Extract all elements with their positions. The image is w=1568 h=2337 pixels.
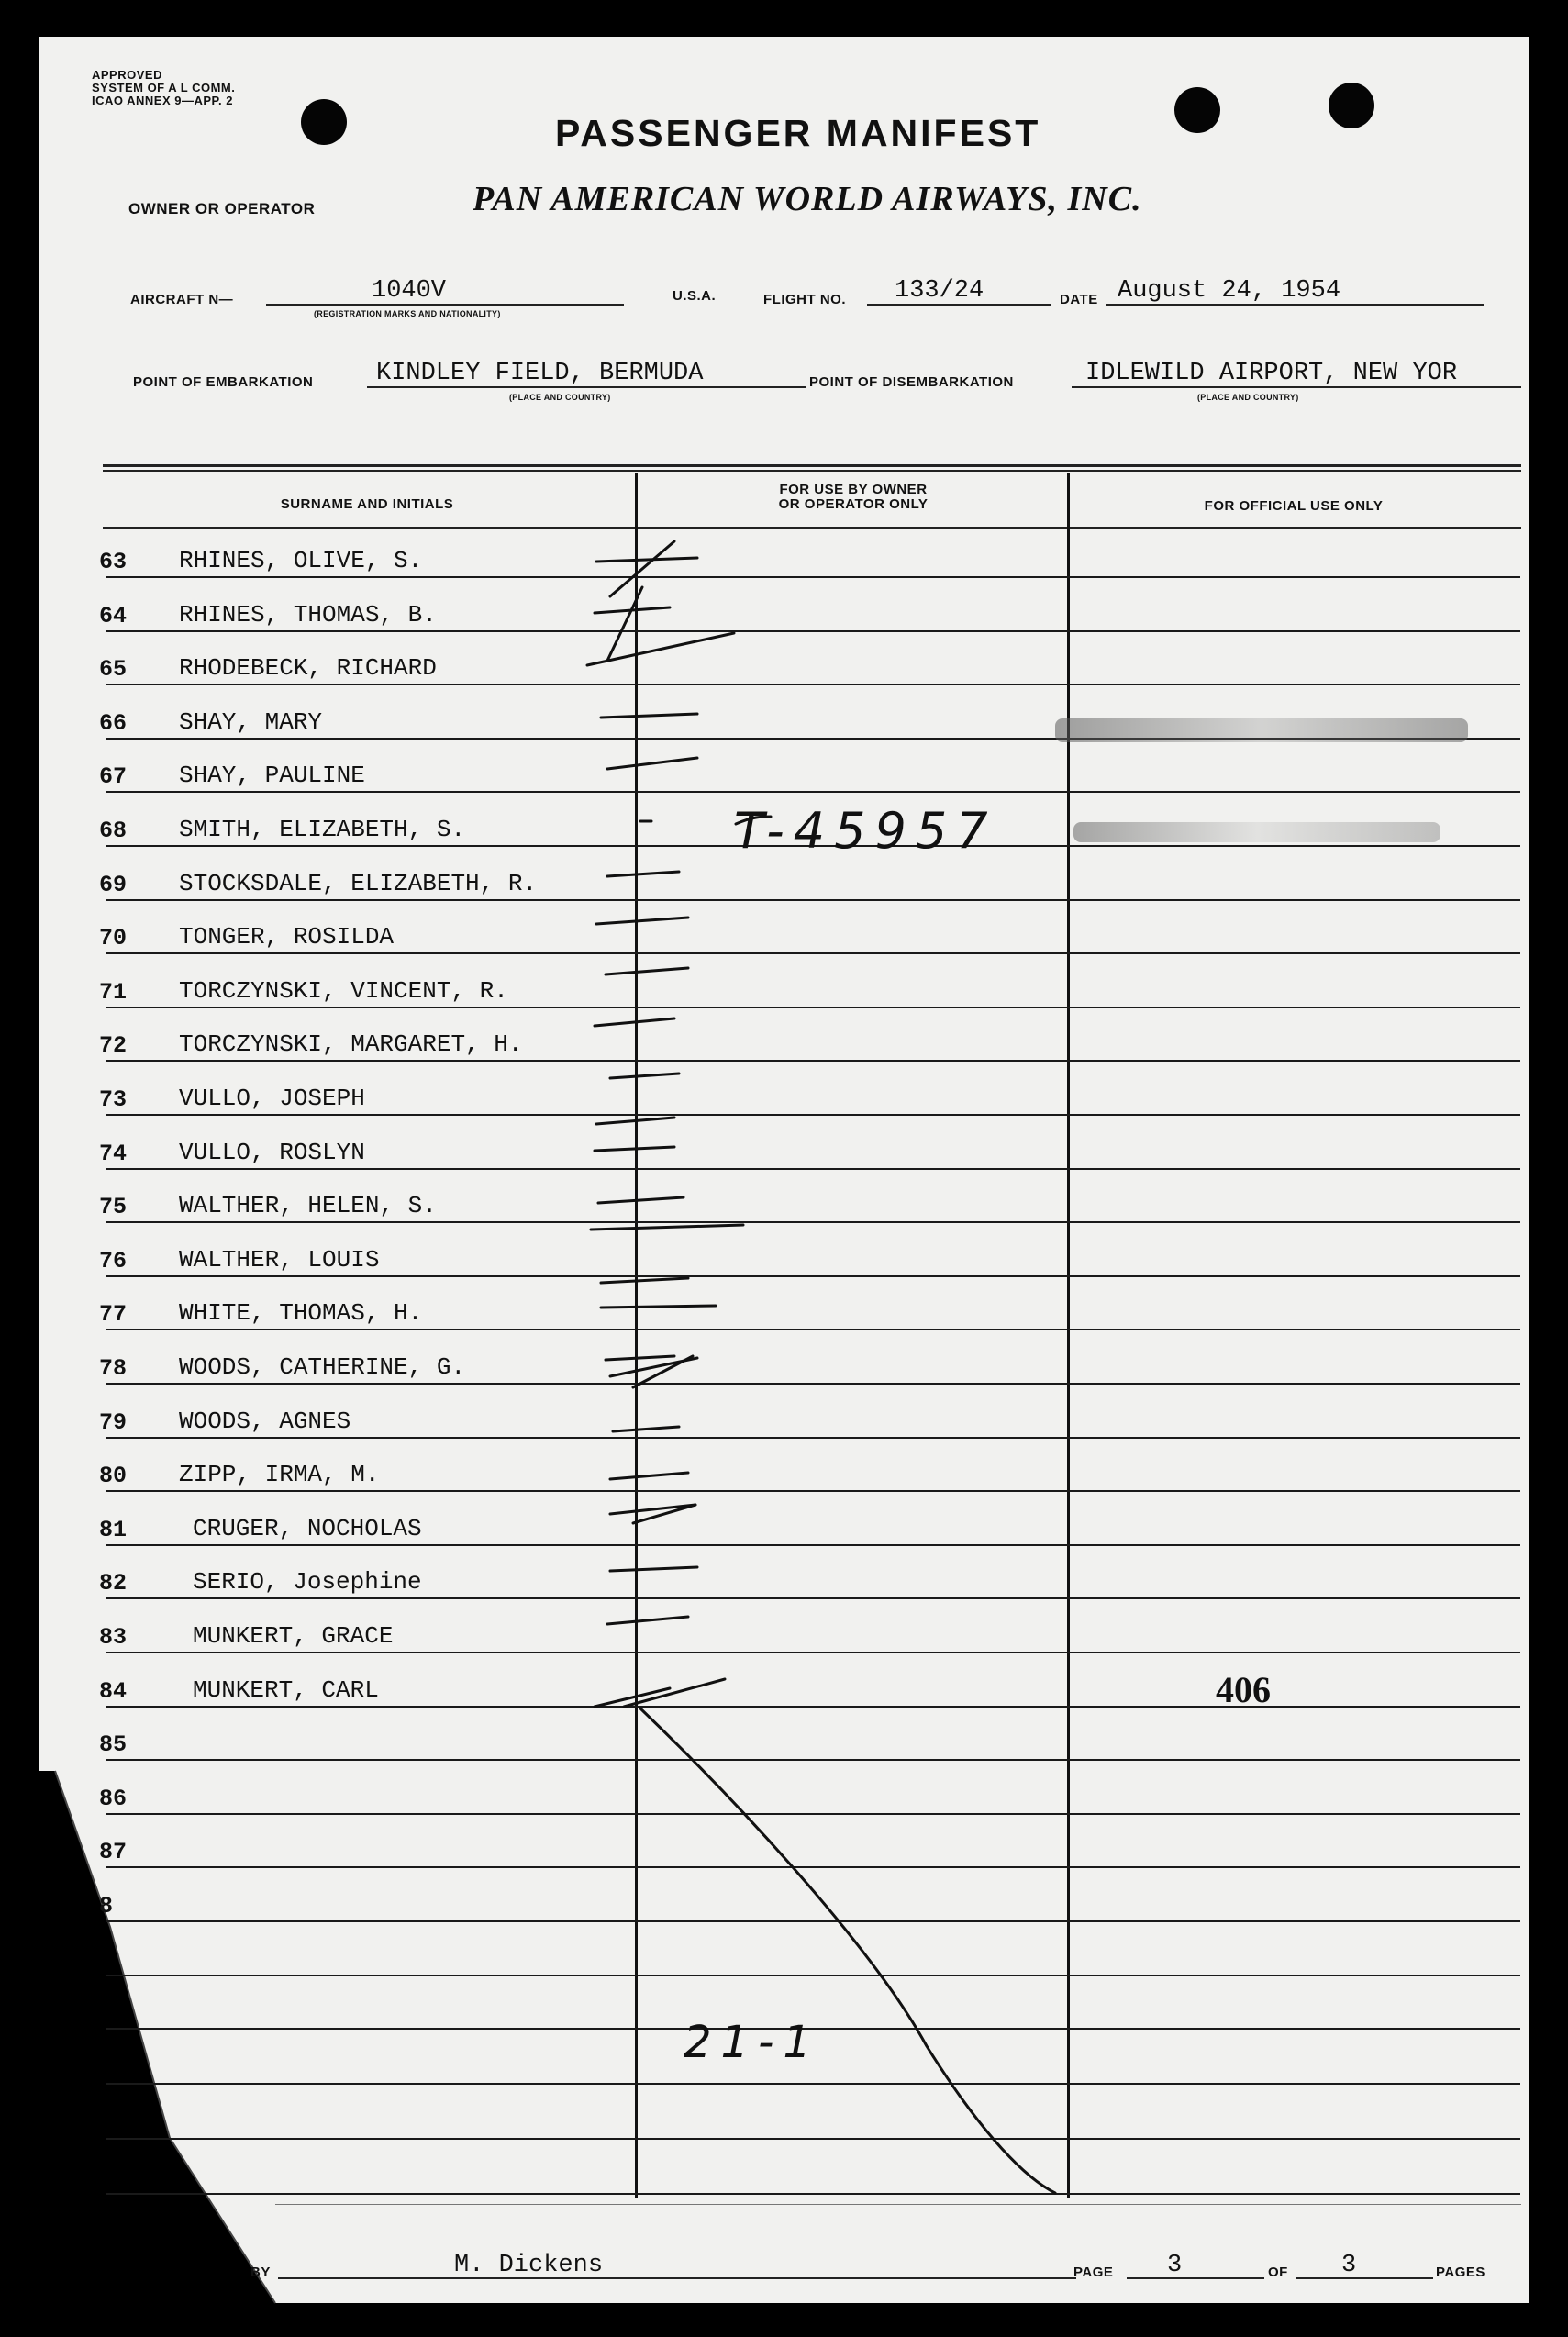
- row-number: 72: [99, 1032, 128, 1059]
- passenger-name: WALTHER, LOUIS: [179, 1246, 380, 1274]
- date-value: August 24, 1954: [1118, 277, 1341, 305]
- row-number: 8: [99, 1893, 114, 1920]
- page-title: PASSENGER MANIFEST: [555, 112, 1041, 154]
- row-number: 80: [99, 1463, 128, 1489]
- column-header-official: FOR OFFICIAL USE ONLY: [1204, 498, 1384, 514]
- passenger-name: TONGER, ROSILDA: [179, 923, 395, 951]
- page-value: 3: [1167, 2252, 1183, 2279]
- date-label: DATE: [1060, 292, 1098, 307]
- airline-name: PAN AMERICAN WORLD AIRWAYS, INC.: [473, 180, 1142, 218]
- passenger-name: RHINES, OLIVE, S.: [179, 547, 423, 574]
- passenger-name: RHINES, THOMAS, B.: [179, 601, 437, 629]
- passenger-name: WOODS, CATHERINE, G.: [179, 1353, 466, 1381]
- row-number: 65: [99, 656, 128, 683]
- row-number: 70: [99, 925, 128, 951]
- passenger-name: TORCZYNSKI, VINCENT, R.: [179, 977, 508, 1005]
- passenger-name: MUNKERT, CARL: [193, 1676, 379, 1704]
- passenger-name: ZIPP, IRMA, M.: [179, 1461, 380, 1488]
- aircraft-sub-label: (REGISTRATION MARKS AND NATIONALITY): [314, 309, 501, 318]
- passenger-name: SHAY, MARY: [179, 708, 323, 736]
- of-label: OF: [1268, 2265, 1288, 2280]
- embarkation-value: KINDLEY FIELD, BERMUDA: [376, 360, 704, 387]
- of-value: 3: [1341, 2252, 1357, 2279]
- row-number: 81: [99, 1517, 128, 1543]
- handwritten-total: 21-1: [684, 2017, 820, 2068]
- aircraft-value: 1040V: [372, 277, 447, 305]
- column-header-surname: SURNAME AND INITIALS: [280, 496, 454, 512]
- smudge: [1073, 822, 1440, 842]
- disembarkation-sub-label: (PLACE AND COUNTRY): [1197, 393, 1299, 402]
- passenger-name: TORCZYNSKI, MARGARET, H.: [179, 1030, 523, 1058]
- row-number: 71: [99, 979, 128, 1006]
- page-label: PAGE: [1073, 2265, 1114, 2280]
- passenger-name: WALTHER, HELEN, S.: [179, 1192, 437, 1219]
- page-underline: [1127, 2277, 1264, 2279]
- passenger-name: SHAY, PAULINE: [179, 762, 365, 789]
- passenger-name: WHITE, THOMAS, H.: [179, 1299, 423, 1327]
- passenger-name: VULLO, ROSLYN: [179, 1139, 365, 1166]
- passenger-name: SMITH, ELIZABETH, S.: [179, 816, 466, 843]
- row-number: 66: [99, 710, 128, 737]
- pages-label: PAGES: [1436, 2265, 1485, 2280]
- embarkation-label: POINT OF EMBARKATION: [133, 374, 314, 390]
- passenger-name: CRUGER, NOCHOLAS: [193, 1515, 422, 1542]
- row-number: 67: [99, 763, 128, 790]
- row-number: 78: [99, 1355, 128, 1382]
- passenger-name: VULLO, JOSEPH: [179, 1085, 365, 1112]
- owner-operator-label: OWNER OR OPERATOR: [128, 200, 316, 217]
- flight-label: FLIGHT NO.: [763, 292, 846, 307]
- row-number: 68: [99, 818, 128, 844]
- row-number: 63: [99, 549, 128, 575]
- by-value: M. Dickens: [454, 2252, 604, 2279]
- passenger-name: MUNKERT, GRACE: [193, 1622, 394, 1650]
- smudge: [1055, 718, 1468, 742]
- row-number: 86: [99, 1786, 128, 1812]
- passenger-name: SERIO, Josephine: [193, 1568, 422, 1596]
- by-label: BY: [250, 2265, 271, 2280]
- row-number: 74: [99, 1141, 128, 1167]
- row-number: 84: [99, 1678, 128, 1705]
- row-number: 73: [99, 1086, 128, 1113]
- row-number: 85: [99, 1731, 128, 1758]
- disembarkation-value: IDLEWILD AIRPORT, NEW YOR: [1085, 360, 1458, 387]
- of-underline: [1296, 2277, 1433, 2279]
- official-number: 406: [1216, 1669, 1271, 1710]
- row-number: 82: [99, 1570, 128, 1597]
- row-number: 75: [99, 1194, 128, 1220]
- row-number: 87: [99, 1839, 128, 1865]
- column-header-owner-use: FOR USE BY OWNER OR OPERATOR ONLY: [778, 482, 929, 512]
- passenger-name: RHODEBECK, RICHARD: [179, 654, 437, 682]
- row-number: 69: [99, 872, 128, 898]
- row-number: 64: [99, 603, 128, 629]
- flight-value: 133/24: [895, 277, 984, 305]
- passenger-name: WOODS, AGNES: [179, 1408, 351, 1435]
- by-underline: [278, 2277, 1076, 2279]
- row-number: 76: [99, 1248, 128, 1274]
- embarkation-sub-label: (PLACE AND COUNTRY): [509, 393, 611, 402]
- aircraft-label: AIRCRAFT N—: [130, 292, 234, 307]
- row-number: 83: [99, 1624, 128, 1651]
- row-number: 77: [99, 1301, 128, 1328]
- disembarkation-label: POINT OF DISEMBARKATION: [809, 374, 1014, 390]
- handwritten-id: T-45957: [734, 802, 997, 860]
- row-number: 79: [99, 1409, 128, 1436]
- passenger-name: STOCKSDALE, ELIZABETH, R.: [179, 870, 538, 897]
- approval-stamp: APPROVED SYSTEM OF A L COMM. ICAO ANNEX 9—APP. 2: [92, 68, 236, 107]
- country-label: U.S.A.: [673, 288, 717, 304]
